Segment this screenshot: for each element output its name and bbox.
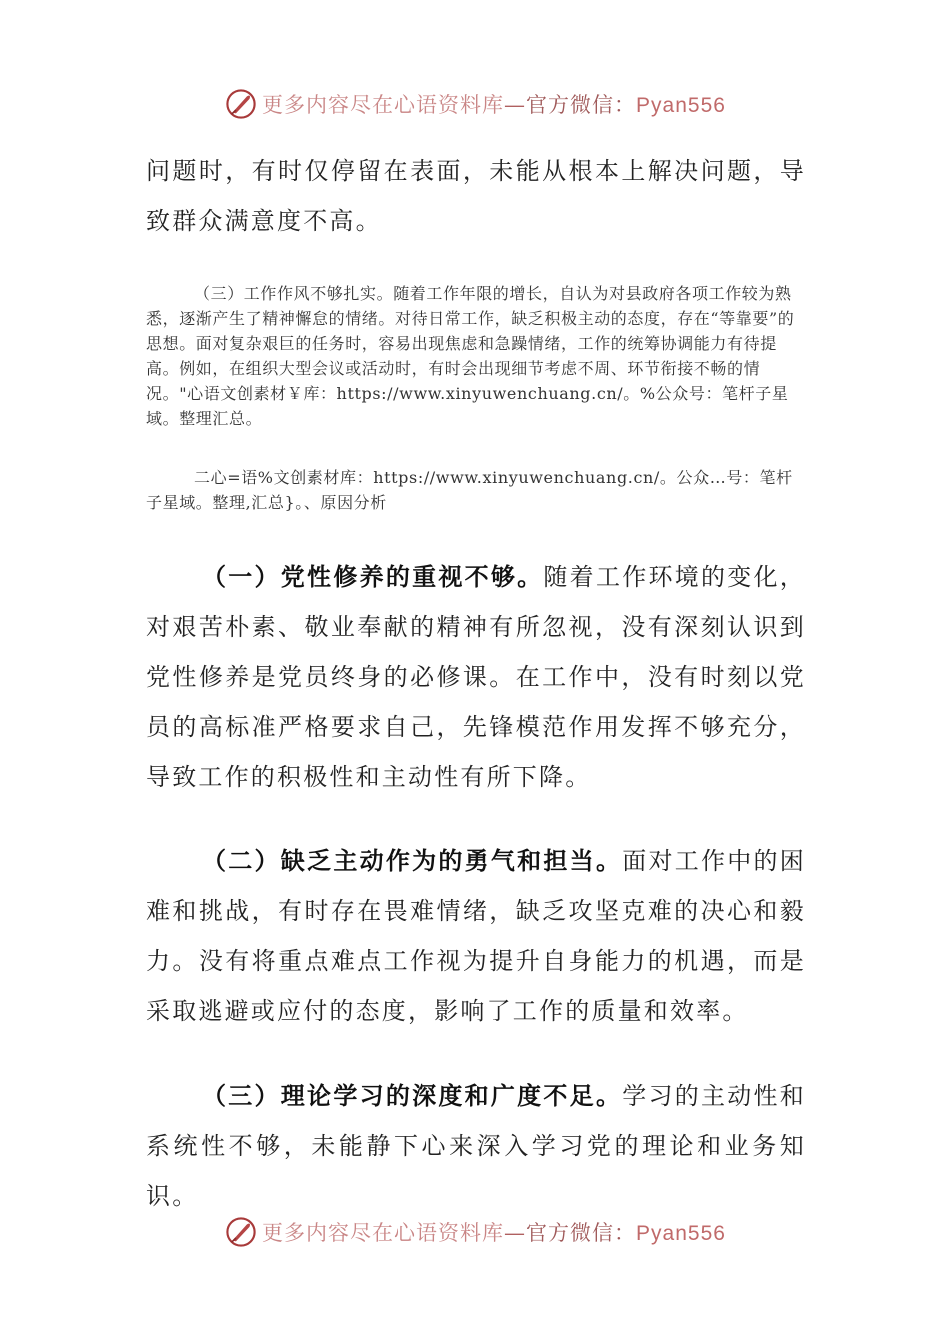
- text-theory-study: 学习的主动性和系统性不够，未能静下心来深入学习党的理论和业务知识。: [146, 1082, 806, 1210]
- heading-theory-study: （三）理论学习的深度和广度不足。: [202, 1081, 623, 1110]
- paragraph-watermark-heading: 二心=语%文创素材库：https://www.xinyuwenchuang.cn/。公众…号：笔杆子星域。整理,汇总}。、原因分析: [146, 468, 793, 512]
- heading-party-spirit: （一）党性修养的重视不够。: [202, 562, 544, 591]
- banner-wechat-id: Pyan556: [636, 1222, 726, 1245]
- paragraph-courage: [146, 836, 806, 1036]
- quill-logo-icon: [224, 1215, 258, 1249]
- heading-courage: （二）缺乏主动作为的勇气和担当。: [202, 846, 623, 875]
- paragraph-continuation: 问题时，有时仅停留在表面，未能从根本上解决问题，导致群众满意度不高。: [146, 157, 806, 235]
- banner-title: 更多内容尽在心语资料库: [262, 1221, 505, 1245]
- banner-title: 更多内容尽在心语资料库: [262, 93, 505, 117]
- footer-banner: [0, 1212, 950, 1252]
- banner-text: [262, 1217, 726, 1247]
- paragraph-work-style: （三）工作作风不够扎实。随着工作年限的增长，自认为对县政府各项工作较为熟悉，逐渐产生了精神懈怠的情绪。对待日常工作，缺乏积极主动的态度，存在“等靠要”的思想。面对复杂艰巨的任务时，容易出现焦虑和急躁情绪，工作的统筹协调能力有待提高。例如，在组织大型会议或活动时，有时会出现细节考虑不周、环节衔接不畅的情况。"心语文创素材￥库：https://www.xinyuwenchuang.cn/。%公众号：笔杆子星域。整理汇总。: [146, 284, 795, 428]
- banner-wechat-label: 官方微信：: [526, 1221, 637, 1245]
- text-party-spirit: 随着工作环境的变化，对艰苦朴素、敬业奉献的精神有所忽视，没有深刻认识到党性修养是党员终身的必修课。在工作中，没有时刻以党员的高标准严格要求自己，先锋模范作用发挥不够充分，导致工作的积极性和主动性有所下降。: [146, 563, 806, 791]
- banner-dash: —: [504, 1221, 527, 1245]
- banner-dash: —: [504, 93, 527, 117]
- paragraph-party-spirit: [146, 552, 806, 802]
- banner-text: [262, 89, 726, 119]
- banner-wechat-label: 官方微信：: [526, 93, 637, 117]
- text-courage: 面对工作中的困难和挑战，有时存在畏难情绪，缺乏攻坚克难的决心和毅力。没有将重点难点工作视为提升自身能力的机遇，而是采取逃避或应付的态度，影响了工作的质量和效率。: [146, 847, 806, 1025]
- banner-wechat-id: Pyan556: [636, 94, 726, 117]
- quill-logo-icon: [224, 87, 258, 121]
- header-banner: [0, 84, 950, 124]
- paragraph-theory-study: [146, 1071, 806, 1221]
